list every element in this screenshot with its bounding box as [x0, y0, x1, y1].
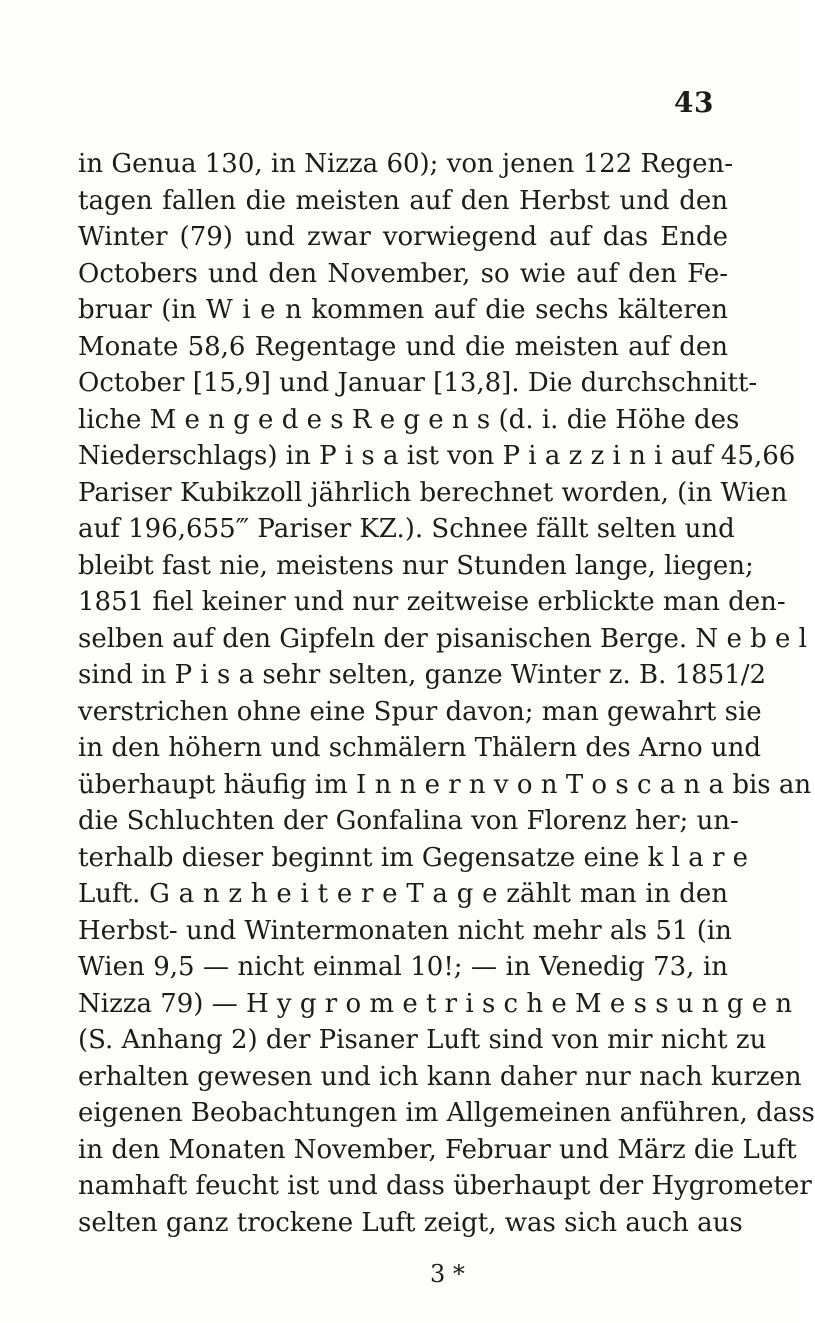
text-line: verstrichen ohne eine Spur davon; man gewahrt sie: [78, 696, 762, 727]
text-line: Luft. G a n z h e i t e r e T a g e zählt man in den: [78, 879, 728, 909]
text-line: namhaft feucht ist und dass überhaupt der Hygrometer: [78, 1171, 812, 1201]
text-line: in den Monaten November, Februar und März die Luft: [78, 1134, 797, 1165]
text-line: bruar (in W i e n kommen auf die sechs kälteren: [78, 295, 728, 325]
text-line: selten ganz trockene Luft zeigt, was sich auch aus: [78, 1207, 743, 1238]
text-line: bleibt fast nie, meistens nur Stunden lange, liegen;: [78, 550, 754, 581]
text-line: Herbst- und Wintermonaten nicht mehr als 51 (in: [78, 915, 732, 946]
text-line: Winter (79) und zwar vorwiegend auf das Ende: [78, 222, 728, 252]
signature-mark: 3 *: [430, 1260, 465, 1288]
text-line: eigenen Beobachtungen im Allgemeinen anführen, dass: [78, 1098, 815, 1128]
text-line: erhalten gewesen und ich kann daher nur nach kurzen: [78, 1061, 802, 1092]
text-line: Monate 58,6 Regentage und die meisten auf den: [78, 331, 728, 362]
text-line: Niederschlags) in P i s a ist von P i a z z i n i auf 45,66: [78, 441, 796, 471]
text-line: terhalb dieser beginnt im Gegensatze eine k l a r e: [78, 842, 749, 873]
text-line: die Schluchten der Gonfalina von Florenz her; un-: [78, 806, 739, 836]
text-line: Pariser Kubikzoll jährlich berechnet worden, (in Wien: [78, 477, 788, 508]
text-line: Octobers und den November, so wie auf den Fe-: [78, 258, 728, 289]
text-line: 1851 fiel keiner und nur zeitweise erblickte man den-: [78, 587, 786, 617]
text-line: tagen fallen die meisten auf den Herbst und den: [78, 185, 728, 216]
text-line: Nizza 79) — H y g r o m e t r i s c h e M e s s u n g e n: [78, 988, 793, 1019]
text-line: liche M e n g e d e s R e g e n s (d. i. die Höhe des: [78, 404, 740, 435]
text-line: in den höhern und schmälern Thälern des Arno und: [78, 733, 762, 763]
text-line: selben auf den Gipfeln der pisanischen Berge. N e b e l: [78, 623, 807, 654]
text-line: auf 196,655‴ Pariser KZ.). Schnee fällt selten und: [78, 514, 735, 544]
text-line: (S. Anhang 2) der Pisaner Luft sind von mir nicht zu: [78, 1025, 767, 1055]
text-line: überhaupt häufig im I n n e r n v o n T o s c a n a bis an: [78, 769, 812, 800]
text-line: sind in P i s a sehr selten, ganze Winter z. B. 1851/2: [78, 660, 767, 690]
page-number: 43: [674, 86, 714, 119]
body-text: [78, 146, 815, 1241]
text-line: Wien 9,5 — nicht einmal 10!; — in Venedig 73, in: [78, 952, 728, 982]
text-line: October [15,9] und Januar [13,8]. Die durchschnitt-: [78, 368, 758, 398]
text-line: in Genua 130, in Nizza 60); von jenen 122 Regen-: [78, 149, 734, 179]
